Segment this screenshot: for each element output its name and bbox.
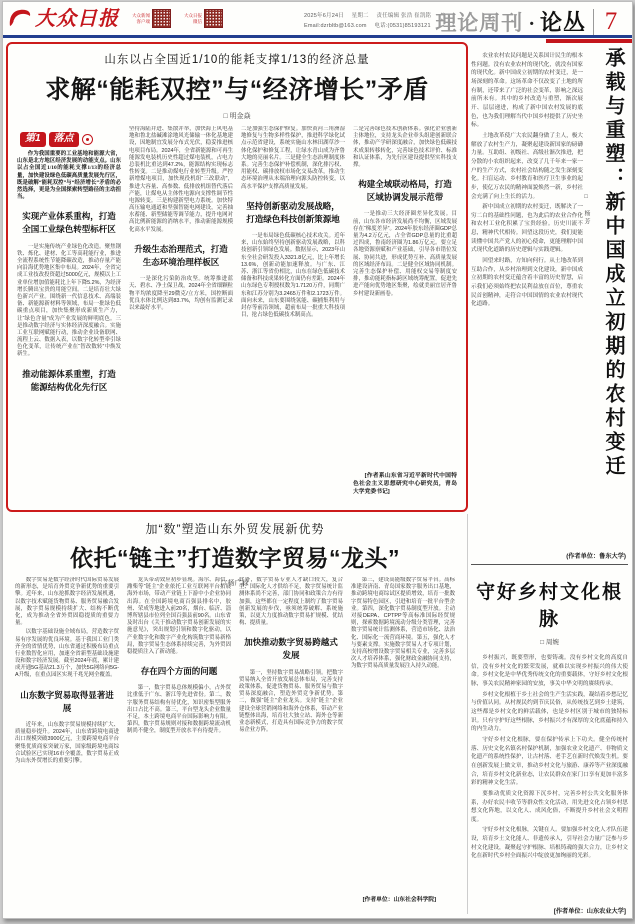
article-paragraph: 第三，建设高能级数字贸易平台。高标准建设济南、青岛国家数字服务出口基地，推动跨境电商综试区提质增效，培育一批数字贸易特色园区，引进和培育一批平台型企业。第四，深化数字贸易制度型开放。主动对接DEPA、CPTPP等高标准国际经贸规则，探索数据跨境流动分级分类管理，完善数字贸易统计监测体系，营造市场化、法治化、国际化一流营商环境。第五，强化人才与要素支撑。实施数字贸易人才专项计划，支持高校增设数字贸易相关专业，完善多层次人才培养体系，强化财政金融协同支持，为数字贸易高质量发展注入持久动能。: [351, 577, 455, 670]
qr-wechat-label: 大众日报 微信: [184, 12, 202, 24]
flag-bird-emblem-icon: [8, 8, 32, 29]
rural-culture-byline: □ 周婉: [540, 639, 559, 646]
column-subhead: 升级生态治理范式，打造生态环境治理样板区: [134, 243, 228, 267]
column-subhead: 推动能源体系重塑，打造能源结构优化先行区: [22, 368, 116, 392]
author-attribution: [作者系山东省习近平新时代中国特色社会主义思想研究中心研究员，青岛大学党委书记]: [353, 472, 457, 496]
article1-columns: [17, 126, 457, 502]
paper-logo: [8, 8, 223, 29]
article-paragraph: 以数字基础设施全域布局，营造数字贸易有序发展的优良环境。基于我国工业门类齐全的省情优势，山东省通过积极布局重点行业数智化应用，加速全省新型基础设施建设和数字经济发展。截至2024年底，累计建成开通5G基站21.3万个，加快5G网络向5G-A升级，在重点园区实现千兆光网全覆盖。: [15, 629, 119, 679]
dateline: [304, 11, 437, 32]
article-paragraph: 第一，数字贸易总体规模偏小，占外贸比重低于广东、浙江等先进省份。第二，数字服务贸易结构有待优化，知识密集型服务出口占比不高。第三，平台型龙头企业数量不足，本土跨境电商平台国际影响力有限。第四，数字贸易规则对接和数据跨境流动机制尚不健全，制度型开放水平有待提升。: [127, 685, 231, 735]
section-title-light: 理论周刊: [435, 11, 524, 35]
column-subhead: 实现产业体系重构，打造全国工业绿色转型标杆区: [22, 211, 116, 235]
page-number-box: [593, 9, 628, 35]
lead-paragraph: 作为我国重要的工业基地和能源大省，山东是北方地区经济发展的动能支点。山东以占全国近1/10的能耗支撑1/13的经济总量，加快建设绿色低碳高质量发展先行区，既是破解“能耗双控”与“经济增长”矛盾的必然选择，更是为全国探索转型路径的主动担当。: [17, 151, 121, 201]
article-paragraph: 守好乡村文化根脉，要在保护传承上下功夫。健全传统村落、历史文化名镇名村保护机制，加强农业文化遗产、非物质文化遗产的系统性保护，让古村落、老手艺在新时代焕发生机。要在创新发展上做文章，推动乡村文化与旅游、康养等产业深度融合，培育乡村文化新业态，让农民群众在家门口享有更加丰富多彩的精神文化生活。: [471, 736, 628, 787]
article-energy-dual-control: [6, 42, 468, 512]
sidebar-article-body: [471, 52, 583, 530]
dateline-row-2: [304, 21, 437, 31]
author-attribution: (作者单位：鲁东大学): [566, 553, 626, 560]
article-paragraph: 数字贸易是数字经济时代国际贸易发展的新形态，是培育外贸竞争新优势的重要引擎。近年来，山东抢抓数字经济发展机遇，以数字技术赋能货物贸易、服务贸易融合发展，数字贸易规模持续扩大、结构不断优化，成为推动全省外贸固稳提质的重要力量。: [15, 577, 119, 627]
article-paragraph: 回望来时路，方知向何行。从土地改革到互助合作，从乡村治理到文化建设，新中国成立初期的农村变迁蕴含着丰富的历史智慧，启示我们必须始终把农民利益放在首位，尊重农民首创精神，走符合中国国情的农业农村现代化道路。: [471, 258, 583, 308]
article-paragraph: 一是实施传统产业绿色化改造。聚焦钢铁、炼化、建材、化工等高耗能行业，推进全流程系统性节能降碳改造，推动存量产能向沿海优势地区集中布局。2024年，全省完成工业技改投资超过5000亿元，规模以上工业单位增加值能耗比上年下降5.2%，为经济增长腾出宝贵的用能空间。二是培育壮大绿色新兴产业。围绕新一代信息技术、高端装备、新能源新材料等领域，布局一批绿色低碳重点项目，加快集聚形成新质生产力，让“绿色含量”成为产业发展的鲜明底色。三是推动数字经济与实体经济深度融合。实施工业互联网赋能行动，推动企业设备联网、流程上云、数据入表，以数字化转型牵引绿色化变革，让传统产业在“智改数转”中焕发新生。: [17, 243, 121, 358]
issue-date: 2025年6月24日: [304, 13, 344, 19]
article-paragraph: 新中国成立初期的农村变迁，既解决了一穷二白的基础性问题，也为此后的农业合作化和农村工业化积累了宝贵经验。历史川流不息，精神代代相传。回望这段历史，我们更能读懂中国共产党人的初心使命，更能理解中国式现代化道路的历史逻辑与实践逻辑。: [471, 204, 583, 254]
column-subhead: 山东数字贸易取得显著进展: [20, 689, 114, 713]
masthead: [8, 8, 628, 35]
article-paragraph: 二是完善绿色技术创新体系。强化企业创新主体地位，支持龙头企业牵头组建创新联合体，推动产学研深度融合，加快绿色低碳技术成果转移转化，完善绿色技术评价、标准和认证体系，为先行区建设提供坚实科技支撑。: [353, 126, 457, 168]
article-paragraph: 要推动优质文化资源下沉乡村，完善乡村公共文化服务体系，办好农民丰收节等群众性文化活动，用先进文化占领乡村思想文化阵地，以文化人、成风化俗，不断提升乡村社会文明程度。: [471, 790, 628, 823]
column-subhead: 加快推动数字贸易跨越式发展: [244, 637, 338, 661]
article1-title: 求解“能耗双控”与“经济增长”矛盾: [45, 76, 429, 104]
article-paragraph: 第一，坚持数字贸易战略引领。把数字贸易纳入全省开放发展总体布局，完善支持政策体系，促进货物贸易、服务贸易与数字贸易深度融合，塑造外贸竞争新优势。第二，做强“链主”企业龙头。支持“链主”企业建设全球营销网络和海外仓体系，带动产业链整体出海，培育壮大独立站、海外仓等新业态新模式，打造具有国际竞争力的数字贸易企业方阵。: [239, 669, 343, 734]
column-subhead: 构建全域联动格局，打造区域协调发展示范带: [358, 179, 452, 203]
author-attribution: [作者单位：山东农业大学]: [553, 908, 626, 915]
article-paragraph: 此外，数字贸易专业人才缺口较大，复合型、国际化人才供给不足，数字贸易统计监测体系尚不完善，部门协同和政策合力有待加强，这些都在一定程度上制约了数字贸易创新发展的步伐，亟须统筹破解、系统施策，以更大力度推动数字贸易扩规模、优结构、提质量。: [239, 577, 343, 627]
article2-overline: 加“数”塑造山东外贸发展新优势: [145, 522, 325, 536]
text-column: [127, 577, 231, 910]
article-paragraph: 一是推动三大经济圈差异化发展。目前，山东各市经济发展尚不均衡，区域发展存在“梯度差异”。2024年胶东经济圈GDP总量为4.2万亿元，占全省GDP总量的比重超过四成，鲁南经济圈为1.86万亿元。要立足各地资源禀赋和产业基础，引导各市错位发展、协同共进，形成优势互补、高质量发展的区域经济布局。二是健全区域协同机制。完善生态保护补偿、用能权交易等制度安排，推动能耗指标跨区域统筹配置，促进先进产能向优势地区集聚，绘就美丽宜居齐鲁乡村建设新画卷。: [353, 211, 457, 297]
column-subhead: 存在四个方面的问题: [140, 666, 218, 677]
rural-culture-body: [471, 654, 628, 902]
article1-overline: 山东以占全国近1/10的能耗支撑1/13的经济总量: [104, 54, 370, 66]
weekday: 星期二: [351, 13, 369, 19]
article-paragraph: 乡村文化根植于乡土社会的生产生活实践，凝结着乡愁记忆与价值认同。从村规民约到节庆民俗，从传统技艺到乡土建筑，这些都是乡村文化的鲜活载体，也是乡村区别于城市的独特标识。只有守护好这些根脉，乡村振兴才有深厚的文化底蕴和持久的内生动力。: [471, 691, 628, 733]
text-column: [17, 126, 121, 502]
article-paragraph: 乡村振兴，既要塑形，也要铸魂。没有乡村文化的高度自信，没有乡村文化的繁荣发展，就难以实现乡村振兴的伟大使命。乡村文化是中华优秀传统文化的重要载体，守好乡村文化根脉，事关农民精神家园的安放，事关中华文明的赓续传承。: [471, 655, 628, 687]
column-subhead: 坚持创新驱动发展战略，打造绿色科技创新策源地: [246, 200, 340, 224]
qr-app: [128, 9, 171, 28]
page-number: 7: [604, 7, 618, 35]
article-paragraph: 守好乡村文化根脉，关键在人。要加强乡村文化人才队伍建设，培育乡土文化能人、非遗传承人，引导社会力量广泛参与乡村文化建设，凝聚起守护根脉、培根铸魂的强大合力，让乡村文化在新时代乡村全面振兴中绽放更加绚丽的光彩。: [471, 827, 628, 860]
sidebar-article-byline: □ 杨芳: [583, 194, 589, 226]
qr-wechat: [180, 9, 223, 28]
qr-code-icon: [204, 9, 223, 28]
text-column: [129, 126, 233, 502]
section-title-bold: 论丛: [539, 10, 586, 35]
article-paragraph: 二是加强生态保护修复。加快黄河三角洲湿地修复与生物多样性保护，推进科学绿化试点示范省建设，系统实施山水林田湖草沙一体化保护和修复工程，让绿水青山成为齐鲁大地的亮丽名片。三是健全生态治理制度体系。完善生态保护补偿机制，深化排污权、用能权、碳排放权市场化交易改革，推动生态环境治理从末端治理向源头防控转变，以高水平保护支撑高质量发展。: [241, 126, 345, 190]
newspaper-page: [2, 1, 633, 919]
article-paragraph: 龙头带动效应初步显现。海尔、海信、潍柴等“链主”企业依托工业互联网平台拓展海外市场，带动产业链上下游中小企业协同出海。在全国跨境电商百强县排名中，胶州、荣成等地进入前20名，烟台、临沂、淄博所辖县市位列全国百强县前90名。山东省及时出台《关于推动数字贸易创新发展的实施意见》，突出规划引领和数字化驱动，以产业数字化和数字产业化构筑数字贸易新格局，数字贸易生态体系持续完善，为外贸固稳提质注入了新动能。: [127, 577, 231, 655]
contact-phone: 电话:(0531)85193121: [374, 23, 431, 30]
text-column: [239, 577, 343, 910]
article-paragraph: 坚持海陆并进、集散并举，加快海上风电基地和鲁北盐碱滩涂地风光储输一体化基地建设，因地制宜发展分布式光伏，稳妥推进核电项目布局。2024年，全省新能源和可再生能源发电装机历史性超过煤电装机，占电力总装机比重达到47.2%，能源结构实现标志性转变。二是推动煤电行业转型升级。严控新增煤电项目，加快现役机组“三改联动”，推进大容量、高参数、低排放机组替代落后产能，让煤电从主体性电源向支撑性调节性电源转变。三是构建新型电力系统。加快特高压输电通道和坚强智能电网建设，完善抽水蓄能、新型储能等调节能力，提升电网对高比例新能源的消纳水平，推动新能源规模化高水平发展。: [129, 126, 233, 233]
paper-name: 大众日报: [35, 7, 119, 30]
masthead-rule-blue: [3, 35, 632, 38]
contact-email: Email:dzrbltb@163.com: [304, 23, 367, 30]
badge-number: 第1: [20, 132, 46, 147]
section-title: [435, 6, 586, 37]
article-paragraph: 土地改革使广大农民翻身做了主人，极大解放了农村生产力，凝聚起建设新国家的磅礴力量。互助组、初级社、高级社渐次推进，把分散的小农组织起来，改变了几千年来一家一户的生产方式，农村社会结构随之发生深刻变化。扫盲运动、乡村教育和医疗卫生事业的起步，使亿万农民的精神面貌焕然一新，乡村社会充满了向上生长的活力。: [471, 132, 583, 200]
rural-culture-title: 守好乡村文化根脉: [475, 582, 623, 630]
badge-label: 落点: [49, 132, 79, 147]
article2-title: 依托“链主”打造数字贸易“龙头”: [70, 545, 400, 571]
text-column: [241, 126, 345, 502]
article1-byline: □ 明金焱: [223, 113, 251, 120]
author-attribution: [作者单位：山东社会科学院]: [362, 897, 437, 904]
article-rural-transformation: [471, 42, 628, 562]
article2-byline: □ 杨广禄: [221, 580, 249, 587]
article-rural-culture: [471, 564, 628, 917]
column-divider-rule: [467, 514, 468, 914]
text-column: [353, 126, 457, 502]
text-column: [351, 577, 455, 910]
section-header: [435, 8, 628, 35]
qr-code-icon: [152, 9, 171, 28]
text-column: [15, 577, 119, 910]
dateline-row-1: [304, 11, 437, 21]
article-paragraph: 农业农村农民问题是关系国计民生的根本性问题。没有农业农村的现代化，就没有国家的现代化。新中国成立初期的农村变迁，是一场深刻的革命。这场革命不仅改变了土地的所有制，还带来了广泛的社会变革，影响之深远前所未有。其中的乡村改造与重塑，渐次展开、层层递进，构成了新中国农村发展的底色，也为我们理解当代中国乡村提供了历史坐标。: [471, 53, 583, 129]
article-digital-trade: [6, 511, 464, 916]
article-paragraph: 一是深化污染防治攻坚。统筹推进蓝天、碧水、净土保卫战，2024年全省细颗粒物平均浓度降至29微克/立方米，国控断面优良水体比例达到83.7%，均创有监测记录以来最好水平。: [129, 276, 233, 311]
section-separator: ·: [528, 13, 535, 35]
article-paragraph: 近年来，山东数字贸易规模持续扩大、质量稳步提升。2024年，山东省跨境电商进出口规模突破3900亿元，主要跨境电商平台聚集优质商家突破万家，国家级跨境电商综合试验区已实现16市全覆盖，数字贸易正成为山东外贸增长的重要引擎。: [15, 721, 119, 764]
article-paragraph: 一是布局绿色低碳核心技术攻关。近年来，山东始终坚持创新驱动发展战略，以科技创新引领绿色发展。数据显示，2023年山东全社会研发投入3321.8亿元，比上年增长13.6%，创新动能加速释放。与广东、江苏、浙江等省份相比，山东在绿色低碳技术储备和科技成果转化方面仍有差距。2024年山东绿色专利授权数为1.7120万件，同期广东和江苏分别为3.2465万件和2.1723万件。面向未来，山东要围绕氢能、碳捕集利用与封存等前沿领域，超前布局一批重大科技项目，抢占绿色低碳技术制高点。: [241, 233, 345, 319]
article2-columns: [15, 577, 455, 910]
qr-app-label: 大众新闻 客户端: [132, 12, 150, 24]
editors: 责任编辑 张浩 崔凯铭: [376, 13, 432, 19]
sidebar-article-title-vertical: 承载与重塑：新中国成立初期的农村变迁: [602, 47, 624, 479]
